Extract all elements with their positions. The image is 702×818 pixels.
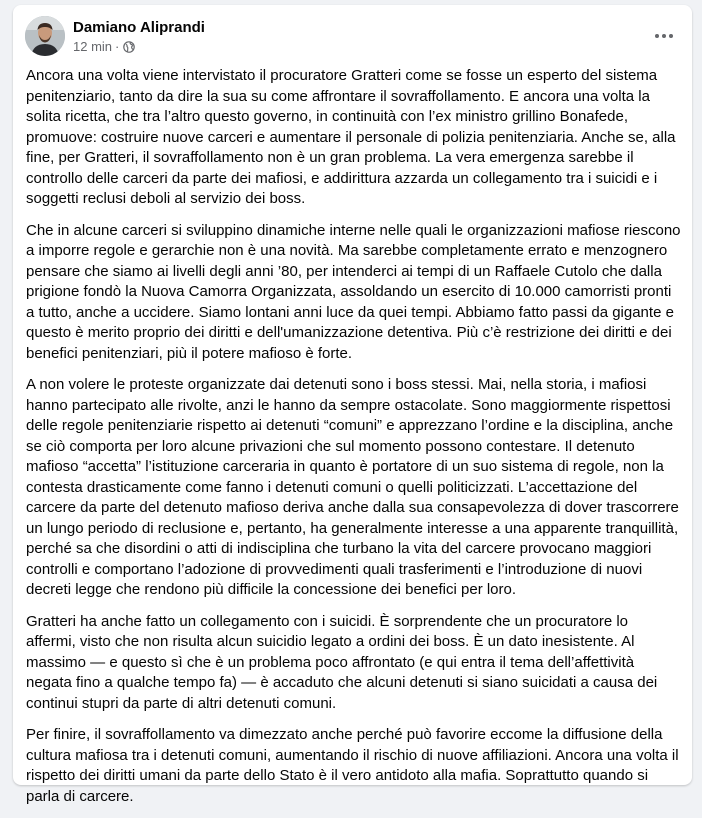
post-header — [25, 16, 680, 56]
avatar-image — [25, 16, 65, 56]
post-timestamp[interactable]: 12 min — [73, 39, 113, 54]
meta-separator: · — [115, 39, 120, 54]
globe-icon[interactable] — [123, 41, 135, 53]
author-name[interactable]: Damiano Aliprandi — [73, 19, 205, 36]
more-options-icon-dot — [662, 34, 666, 38]
post-paragraph: Ancora una volta viene intervistato il procuratore Gratteri come se fosse un esperto del sistema penitenziario, tanto da dire la sua su come affrontare il sovraffollamento. E ancora una volta la solita ricetta, che tra l’altro questo governo, in continuità con l’ex ministro grillino Bonafede, promuove: costruire nuove carceri e aumentare il personale di polizia penitenziaria. Anche se, alla fine, per Gratteri, il sovraffollamento non è un gran problema. La vera emergenza sarebbe il controllo delle carceri da parte dei mafiosi, e addirittura azzarda un collegamento tra i suicidi e i soggetti reclusi deboli al servizio dei boss. — [26, 67, 676, 207]
post-card — [13, 5, 692, 805]
post-meta — [73, 39, 135, 55]
post-paragraph: A non volere le proteste organizzate dai detenuti sono i boss stessi. Mai, nella storia, i mafiosi hanno partecipato alle rivolte, anzi le hanno da sempre ostacolate. Sono maggiormente rispettosi delle regole penitenziarie rispetto ai detenuti “comuni” e apprezzano l’ordine e la disciplina, anche se ciò comporta per loro alcune privazioni che sul momento possono contestare. Il detenuto mafioso “accetta” l’istituzione carceraria in quanto è portatore di un suo sistema di regole, non la contesta drasticamente come fanno i detenuti comuni o quelli politicizzati. L’accettazione del carcere da parte del detenuto mafioso deriva anche dalla sua consapevolezza di dover trascorrere un lungo periodo di reclusione e, pertanto, ha generalmente interesse a una apparente tranquillità, perché sa che disordini o atti di indisciplina che turbano la vita del carcere provocano maggiori controlli e comportano l’adozione di provvedimenti quali trasferimenti e l’introduzione di nuovi decreti legge che rendono più difficile la concessione dei benefici per loro. — [26, 376, 679, 598]
more-options-icon — [655, 34, 659, 38]
post-paragraph: Per finire, il sovraffollamento va dimezzato anche perché può favorire eccome la diffusione della cultura mafiosa tra i detenuti comuni, aumentando il rischio di nuove affiliazioni. Ancora una volta il rispetto dei diritti umani da parte dello Stato è il vero antidoto alla mafia. Soprattutto quando si parla di carcere. — [26, 726, 679, 805]
more-options-icon-dot — [669, 34, 673, 38]
post-body — [26, 66, 681, 818]
more-options-button[interactable] — [648, 20, 680, 52]
post-paragraph: Gratteri ha anche fatto un collegamento con i suicidi. È sorprendente che un procuratore lo affermi, visto che non risulta alcun suicidio legato a ordini dei boss. È un dato inesistente. Al massimo — e questo sì che è un problema poco affrontato (e qui entra il tema dell’affettività negata fino a qualche tempo fa) — è accaduto che alcuni detenuti si siano suicidati a causa dei continui stupri da parte di altri detenuti comuni. — [26, 612, 658, 712]
avatar[interactable] — [25, 16, 65, 56]
post-paragraph: Che in alcune carceri si sviluppino dinamiche interne nelle quali le organizzazioni mafiose riescono a imporre regole e gerarchie non è una novità. Ma sarebbe completamente errato e menzognero pensare che siamo ai livelli degli anni ’80, per intenderci ai tempi di un Raffaele Cutolo che dalla prigione fondò la Nuova Camorra Organizzata, assoldando un esercito di 10.000 camorristi pronti a tutto, anche a uccidere. Siamo lontani anni luce da quei tempi. Abbiamo fatto passi da gigante e questo è merito proprio dei diritti e dell'umanizzazione detentiva. Più c’è restrizione dei diritti e dei benefici penitenziari, più il potere mafioso è forte. — [26, 221, 681, 362]
